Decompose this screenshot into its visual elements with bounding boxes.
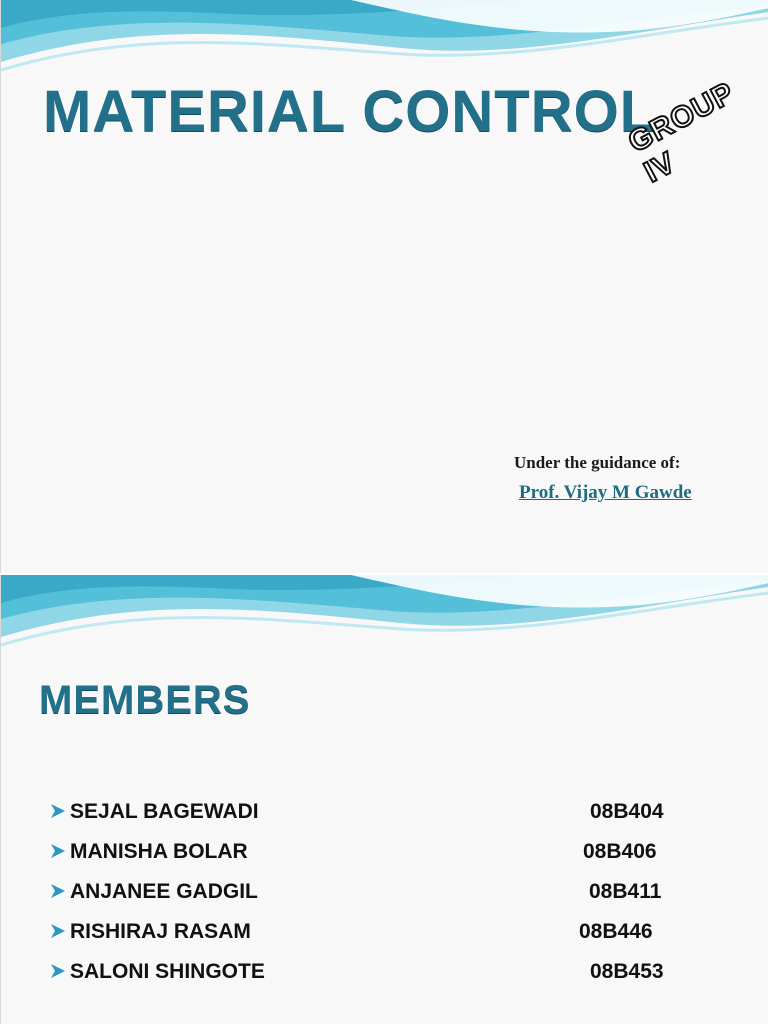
member-name: MANISHA BOLAR <box>70 840 248 863</box>
member-id: 08B446 <box>579 920 653 943</box>
member-id: 08B406 <box>583 840 657 863</box>
member-id: 08B411 <box>589 880 662 903</box>
members-slide <box>0 575 768 1024</box>
slide-title: MATERIAL CONTROL <box>43 79 657 144</box>
member-name: SALONI SHINGOTE <box>70 960 265 983</box>
guide-name-link[interactable]: Prof. Vijay M Gawde <box>519 482 692 503</box>
member-row <box>49 920 749 950</box>
arrow-bullet-icon <box>49 962 67 980</box>
arrow-bullet-icon <box>49 842 67 860</box>
guidance-label: Under the guidance of: <box>514 453 681 472</box>
member-id: 08B453 <box>590 960 664 983</box>
members-heading: MEMBERS <box>39 678 251 722</box>
member-name: RISHIRAJ RASAM <box>70 920 251 943</box>
arrow-bullet-icon <box>49 922 67 940</box>
arrow-bullet-icon <box>49 802 67 820</box>
wave-header-graphic <box>1 575 768 675</box>
member-name: SEJAL BAGEWADI <box>70 800 259 823</box>
member-row <box>49 880 749 910</box>
member-id: 08B404 <box>590 800 664 823</box>
member-row <box>49 840 749 870</box>
member-row <box>49 960 749 990</box>
member-name: ANJANEE GADGIL <box>70 880 258 903</box>
member-row <box>49 800 749 830</box>
arrow-bullet-icon <box>49 882 67 900</box>
group-label: GROUP IV <box>623 76 740 190</box>
